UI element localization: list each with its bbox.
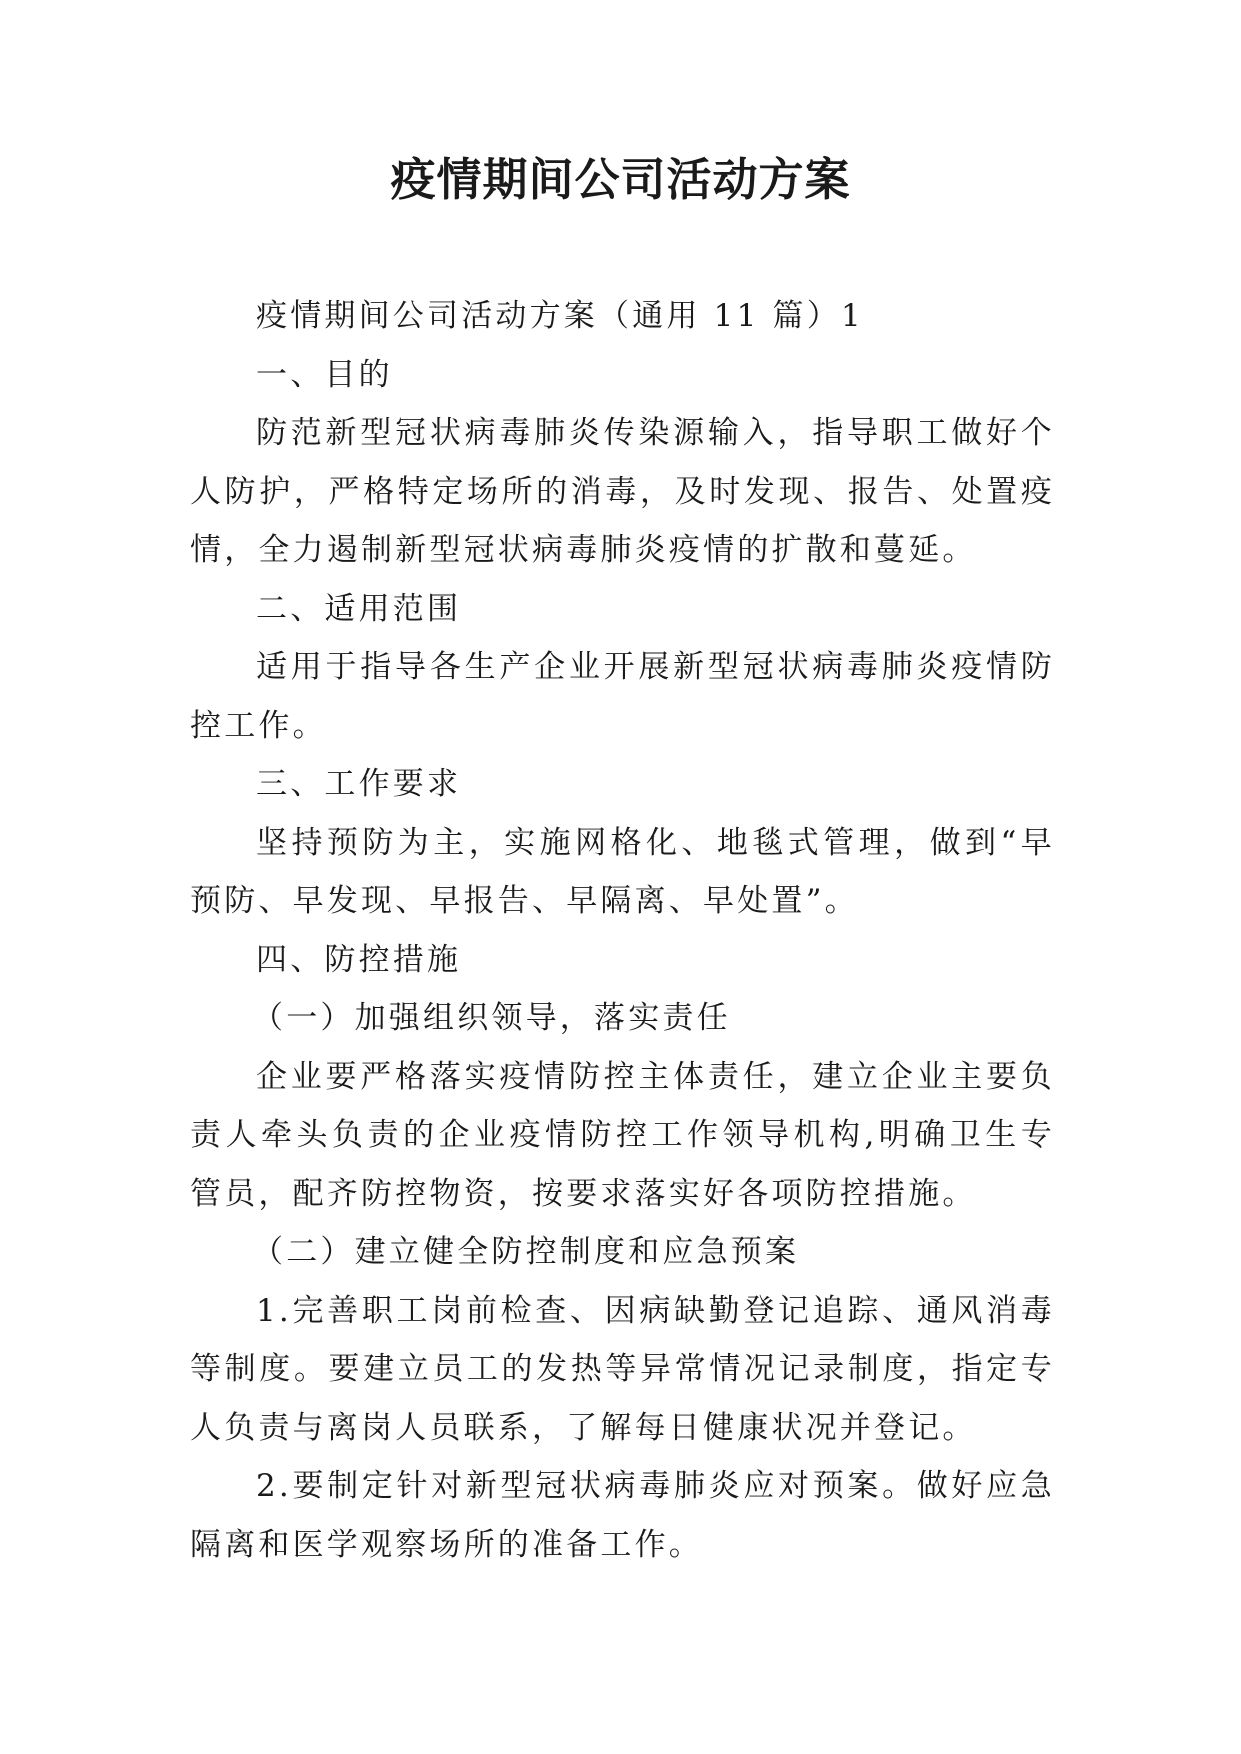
paragraph-purpose: 防范新型冠状病毒肺炎传染源输入，指导职工做好个人防护，严格特定场所的消毒，及时发现、报告、处置疫情，全力遏制新型冠状病毒肺炎疫情的扩散和蔓延。 [190, 415, 1055, 568]
paragraph-organization: 企业要严格落实疫情防控主体责任，建立企业主要负责人牵头负责的企业疫情防控工作领导机构,明确卫生专管员，配齐防控物资，按要求落实好各项防控措施。 [190, 1058, 1055, 1212]
paragraph-item-1: 1.完善职工岗前检查、因病缺勤登记追踪、通风消毒等制度。要建立员工的发热等异常情况记录制度，指定专人负责与离岗人员联系，了解每日健康状况并登记。 [190, 1292, 1055, 1446]
document-title: 疫情期间公司活动方案 [390, 153, 851, 206]
section-heading-purpose: 一、目的 [256, 356, 393, 393]
document-body [190, 287, 1055, 1574]
section-heading-scope: 二、适用范围 [256, 590, 462, 627]
subsection-heading-system: （二）建立健全防控制度和应急预案 [252, 1234, 800, 1270]
paragraph-scope: 适用于指导各生产企业开展新型冠状病毒肺炎疫情防控工作。 [190, 649, 1055, 744]
subsection-heading-organization: （一）加强组织领导，落实责任 [252, 1000, 731, 1036]
section-heading-requirements: 三、工作要求 [256, 766, 462, 802]
paragraph-requirements: 坚持预防为主，实施网格化、地毯式管理，做到“早预防、早发现、早报告、早隔离、早处置”。 [190, 824, 1055, 919]
paragraph-item-2: 2.要制定针对新型冠状病毒肺炎应对预案。做好应急隔离和医学观察场所的准备工作。 [190, 1468, 1055, 1563]
paragraph-subtitle: 疫情期间公司活动方案（通用 11 篇）1 [256, 298, 864, 334]
section-heading-measures: 四、防控措施 [256, 941, 462, 978]
